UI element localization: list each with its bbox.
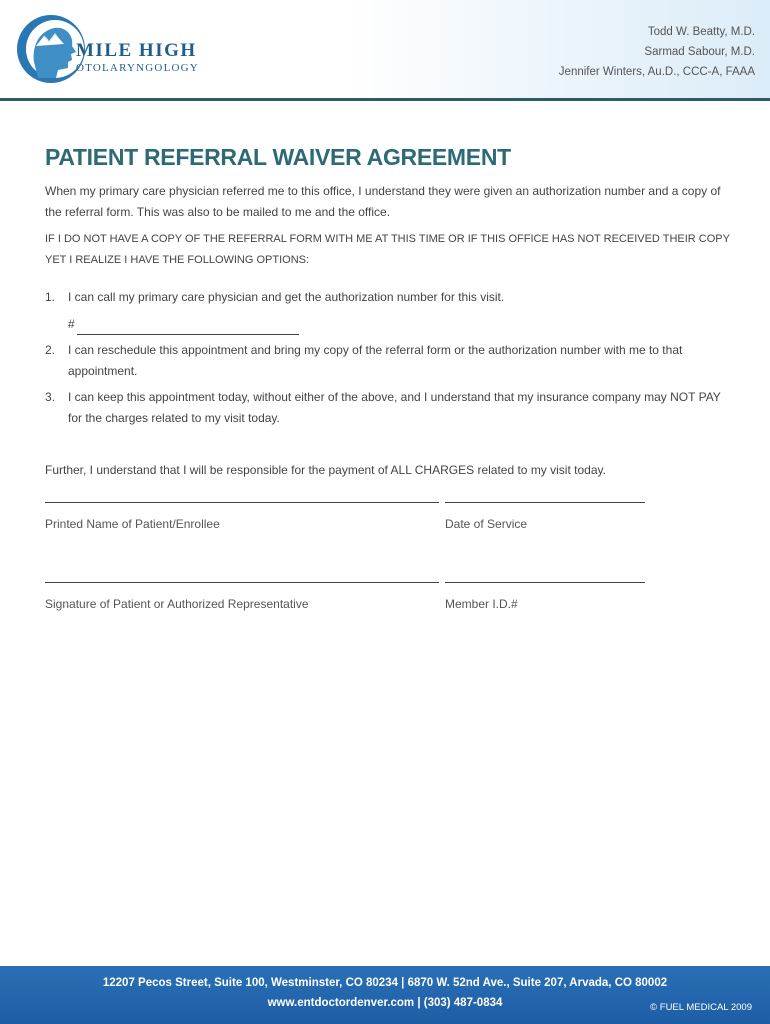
footer-addresses: 12207 Pecos Street, Suite 100, Westminster, CO 80234 | 6870 W. 52nd Ave., Suite 207, Arvada, CO 80002	[102, 977, 668, 989]
header-divider	[0, 98, 770, 101]
option-number: 1.	[45, 290, 56, 304]
member-id-label: Member I.D.#	[445, 597, 518, 611]
physician-name: Todd W. Beatty, M.D.	[647, 26, 755, 38]
physician-list	[559, 22, 755, 82]
option-item	[45, 387, 730, 429]
authorization-number-blank[interactable]	[77, 319, 299, 335]
document-title: PATIENT REFERRAL WAIVER AGREEMENT	[45, 144, 511, 170]
printed-name-line[interactable]	[45, 502, 439, 503]
option-number: 3.	[45, 390, 56, 404]
date-of-service-line[interactable]	[445, 502, 645, 503]
printed-name-label: Printed Name of Patient/Enrollee	[45, 517, 220, 531]
authorization-number-field[interactable]	[68, 314, 299, 335]
logo-name: MILE HIGH	[76, 40, 197, 61]
option-text: I can keep this appointment today, without either of the above, and I understand that my insurance company may NOT PAY for the charges related to my visit today.	[68, 390, 721, 425]
physician-name: Sarmad Sabour, M.D.	[644, 46, 755, 58]
intro-paragraph: When my primary care physician referred me to this office, I understand they were given an authorization number and a copy of the referral form. This was also to be mailed to me and the office.	[45, 184, 721, 219]
option-item	[45, 287, 730, 308]
logo-subtitle: OTOLARYNGOLOGY	[76, 62, 199, 74]
footer	[0, 966, 770, 1024]
option-item	[45, 340, 730, 382]
copyright: © FUEL MEDICAL 2009	[650, 1002, 752, 1013]
responsibility-statement: Further, I understand that I will be responsible for the payment of ALL CHARGES related to my visit today.	[45, 463, 606, 477]
logo	[14, 12, 214, 92]
date-of-service-label: Date of Service	[445, 517, 528, 531]
letterhead	[0, 0, 770, 100]
option-text: I can reschedule this appointment and bring my copy of the referral form or the authorization number with me to that appointment.	[68, 343, 683, 378]
footer-contact: www.entdoctordenver.com | (303) 487-0834	[267, 997, 503, 1009]
signature-line[interactable]	[45, 582, 439, 583]
options-notice: IF I DO NOT HAVE A COPY OF THE REFERRAL FORM WITH ME AT THIS TIME OR IF THIS OFFICE HAS NOT RECEIVED THEIR COPY YET I REALIZE I HAVE THE FOLLOWING OPTIONS:	[45, 233, 730, 266]
authorization-number-prefix: #	[68, 317, 75, 331]
option-text: I can call my primary care physician and get the authorization number for this visit.	[68, 290, 505, 304]
physician-name: Jennifer Winters, Au.D., CCC-A, FAAA	[558, 66, 755, 78]
option-number: 2.	[45, 343, 56, 357]
signature-label: Signature of Patient or Authorized Representative	[45, 597, 309, 611]
member-id-line[interactable]	[445, 582, 645, 583]
